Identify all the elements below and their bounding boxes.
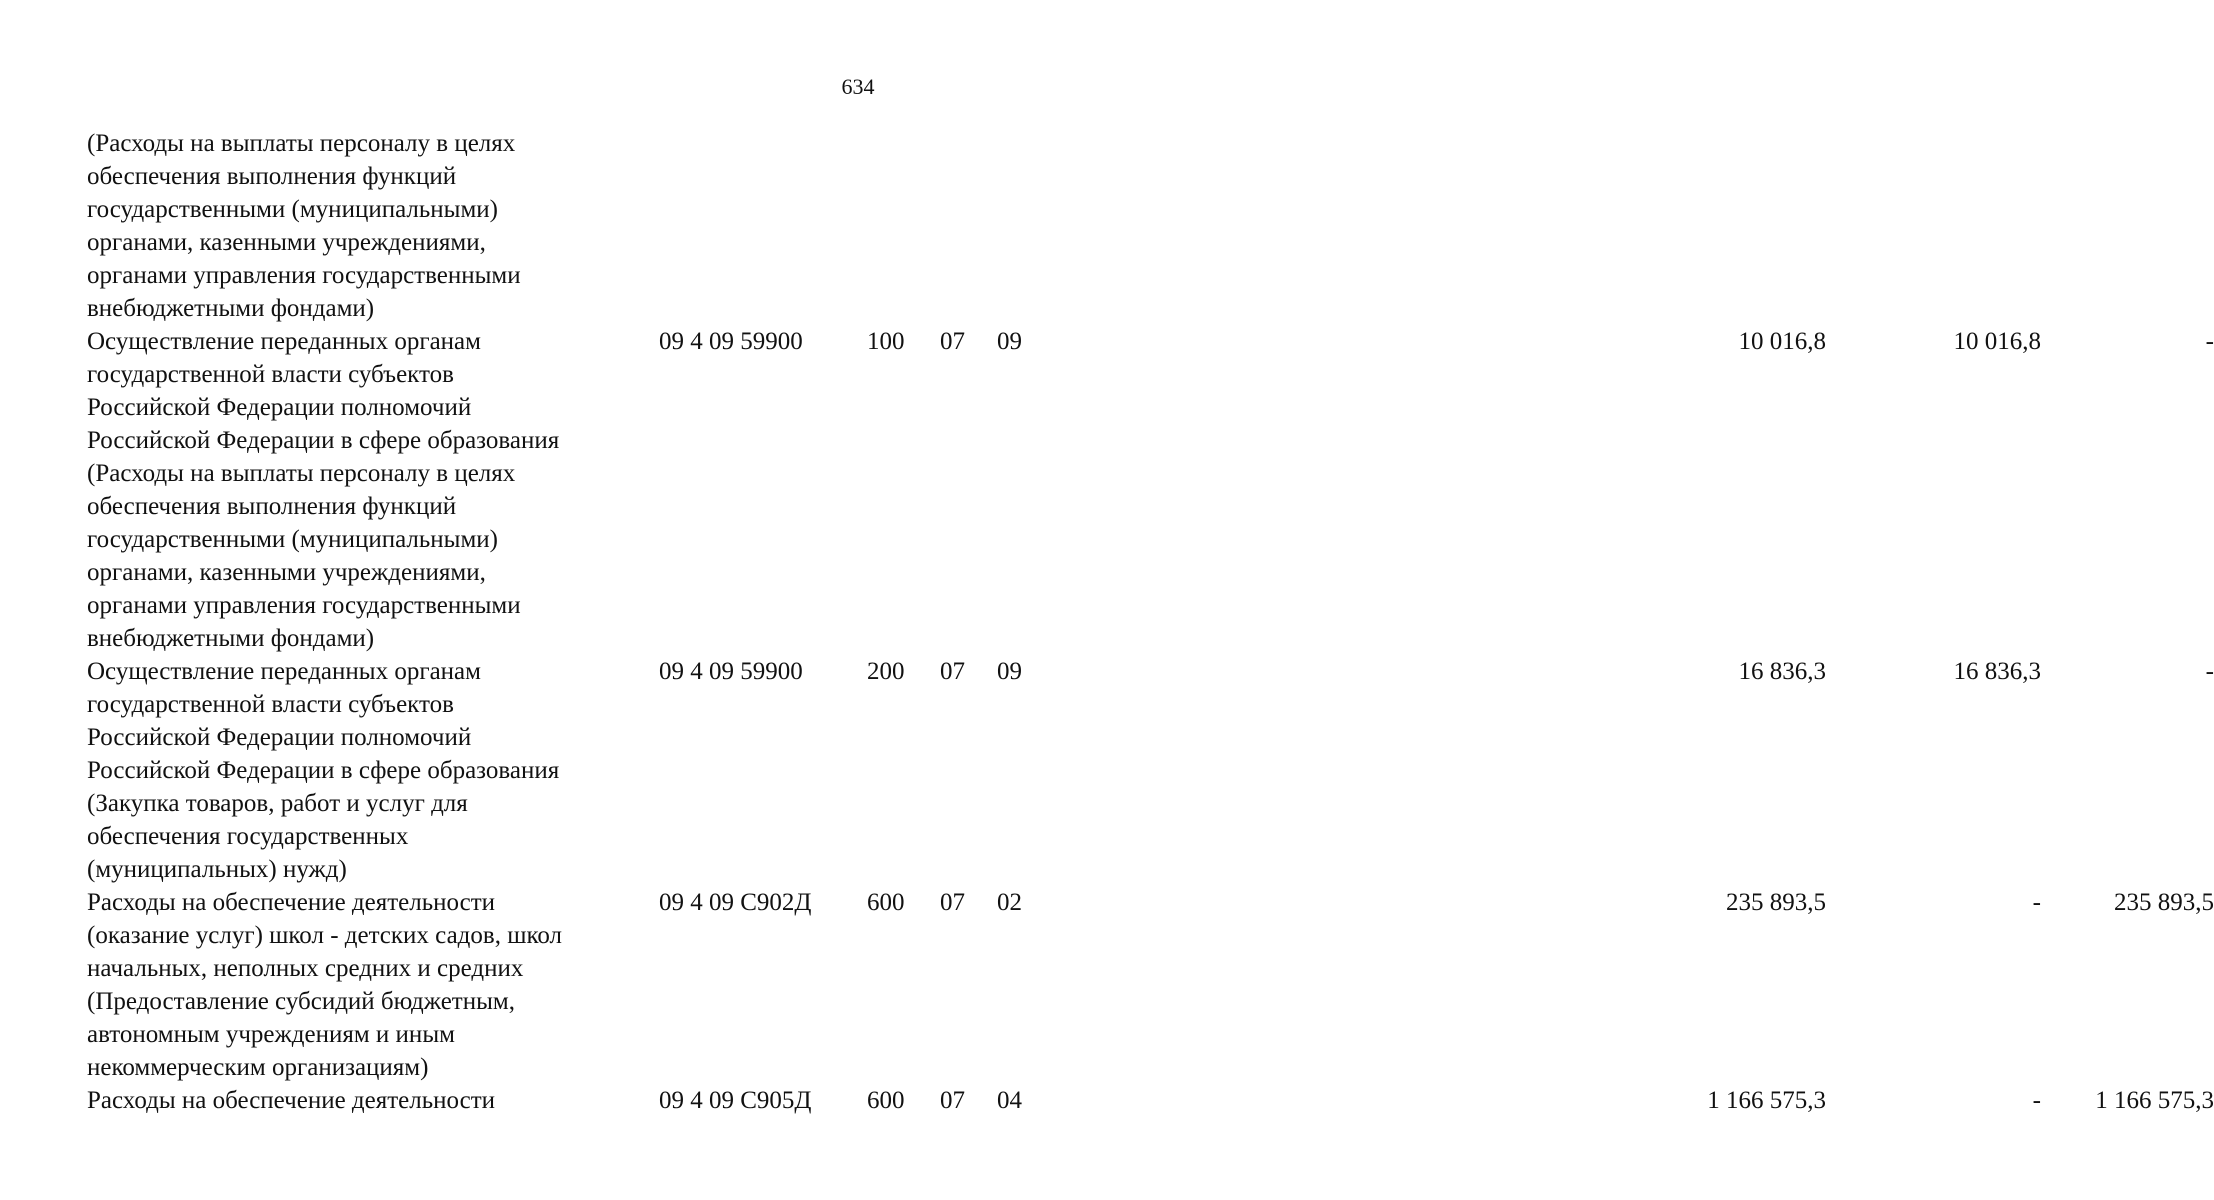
subsection-code: 09 — [997, 328, 1022, 355]
expense-type-code: 600 — [867, 889, 905, 916]
total-amount: 10 016,8 — [1738, 328, 1826, 355]
subsection-code: 04 — [997, 1087, 1022, 1114]
row-description: Осуществление переданных органам государственной власти субъектов Российской Федерации полномочий Российской Федерации в сфере образования (Закупка товаров, работ и услуг для обеспечения государственных (муниципальных) нужд) — [87, 658, 560, 883]
page-number: 634 — [841, 74, 875, 99]
target-article-code: 09 4 09 С905Д — [659, 1087, 812, 1114]
subsection-code: 09 — [997, 658, 1022, 685]
table-row — [87, 325, 2214, 655]
table-row — [87, 1084, 2214, 1117]
regional-amount: 235 893,5 — [2114, 889, 2214, 916]
total-amount: 1 166 575,3 — [1707, 1087, 1826, 1114]
row-description: Расходы на обеспечение деятельности — [87, 1087, 496, 1114]
federal-amount: 16 836,3 — [1953, 658, 2041, 685]
row-description: (Расходы на выплаты персоналу в целях обеспечения выполнения функций государственными (муниципальными) органами, казенными учреждениями, органами управления государственными внебюджетными фондами) — [87, 130, 521, 322]
subsection-code: 02 — [997, 889, 1022, 916]
federal-amount: - — [2032, 1087, 2041, 1114]
table-row — [87, 886, 2214, 1084]
expense-type-code: 600 — [867, 1087, 905, 1114]
table-row — [87, 655, 2214, 886]
federal-amount: - — [2032, 889, 2041, 916]
budget-table — [87, 127, 2214, 1117]
regional-amount: 1 166 575,3 — [2095, 1087, 2214, 1114]
row-description: Расходы на обеспечение деятельности (оказание услуг) школ - детских садов, школ начальных, неполных средних и средних (Предоставление субсидий бюджетным, автономным учреждениям и иным некоммерческим организациям) — [87, 889, 562, 1081]
row-description: Осуществление переданных органам государственной власти субъектов Российской Федерации полномочий Российской Федерации в сфере образования (Расходы на выплаты персоналу в целях обеспечения выполнения функций государственными (муниципальными) органами, казенными учреждениями, органами управления государственными внебюджетными фондами) — [87, 328, 560, 652]
federal-amount: 10 016,8 — [1953, 328, 2041, 355]
total-amount: 16 836,3 — [1738, 658, 1826, 685]
section-code: 07 — [940, 658, 965, 685]
section-code: 07 — [940, 889, 965, 916]
table-row — [87, 127, 677, 325]
section-code: 07 — [940, 328, 965, 355]
regional-amount: - — [2205, 328, 2214, 355]
expense-type-code: 200 — [867, 658, 905, 685]
expense-type-code: 100 — [867, 328, 905, 355]
regional-amount: - — [2205, 658, 2214, 685]
section-code: 07 — [940, 1087, 965, 1114]
total-amount: 235 893,5 — [1726, 889, 1826, 916]
target-article-code: 09 4 09 59900 — [659, 658, 803, 685]
target-article-code: 09 4 09 59900 — [659, 328, 803, 355]
target-article-code: 09 4 09 С902Д — [659, 889, 812, 916]
